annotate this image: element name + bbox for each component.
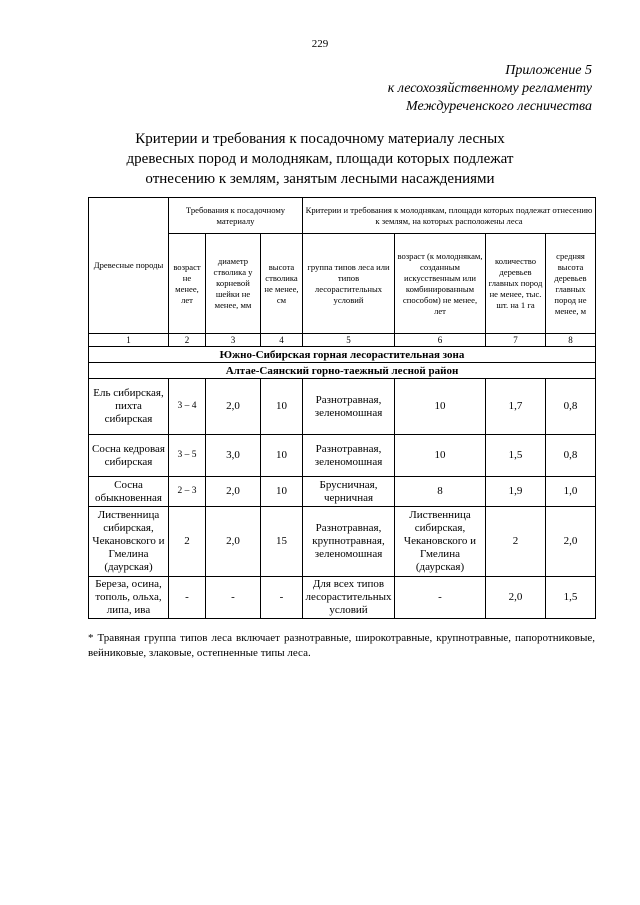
table-row xyxy=(89,379,596,435)
header-species: Древесные породы xyxy=(89,198,169,334)
header-height: высота стволика не менее, см xyxy=(261,234,303,334)
column-number: 6 xyxy=(395,334,486,347)
zone-heading: Южно-Сибирская горная лесорастительная зона xyxy=(89,347,596,363)
age-cell: 3 – 4 xyxy=(169,379,206,435)
height-cell: 15 xyxy=(261,507,303,577)
column-number: 5 xyxy=(303,334,395,347)
diameter-cell: 2,0 xyxy=(206,379,261,435)
table-row xyxy=(89,507,596,577)
age-cell: 2 xyxy=(169,507,206,577)
column-number: 3 xyxy=(206,334,261,347)
count-cell: 1,7 xyxy=(486,379,546,435)
diameter-cell: - xyxy=(206,577,261,619)
avg-height-cell: 2,0 xyxy=(546,507,596,577)
header-diameter: диаметр стволика у корневой шейки не менее, мм xyxy=(206,234,261,334)
avg-height-cell: 1,5 xyxy=(546,577,596,619)
diameter-cell: 2,0 xyxy=(206,507,261,577)
title-line: Критерии и требования к посадочному материалу лесных xyxy=(135,131,505,147)
appendix-line: Междуреченского лесничества xyxy=(406,99,592,114)
species-cell: Береза, осина, тополь, ольха, липа, ива xyxy=(89,577,169,619)
appendix-line: Приложение 5 xyxy=(505,63,592,78)
header-planting-group: Требования к посадочному материалу xyxy=(169,198,303,234)
young-age-cell: 10 xyxy=(395,379,486,435)
forest-type-cell: Разнотравная, зеленомошная xyxy=(303,379,395,435)
column-number: 2 xyxy=(169,334,206,347)
title-line: древесных пород и молоднякам, площади которых подлежат xyxy=(126,151,514,167)
header-avg-height: средняя высота деревьев главных пород не менее, м xyxy=(546,234,596,334)
diameter-cell: 3,0 xyxy=(206,435,261,477)
species-cell: Сосна обыкновенная xyxy=(89,477,169,507)
avg-height-cell: 0,8 xyxy=(546,379,596,435)
header-young-group: Критерии и требования к молоднякам, площади которых подлежат отнесению к землям, на которых расположены леса xyxy=(303,198,596,234)
avg-height-cell: 1,0 xyxy=(546,477,596,507)
young-age-cell: 8 xyxy=(395,477,486,507)
forest-type-cell: Разнотравная, крупнотравная, зеленомошная xyxy=(303,507,395,577)
header-forest-type: группа типов леса или типов лесорастительных условий xyxy=(303,234,395,334)
table-row xyxy=(89,435,596,477)
table-row xyxy=(89,477,596,507)
page-number: 229 xyxy=(311,38,329,50)
species-cell: Лиственница сибирская, Чекановского и Гмелина (даурская) xyxy=(89,507,169,577)
young-age-cell: - xyxy=(395,577,486,619)
forest-type-cell: Для всех типов лесорастительных условий xyxy=(303,577,395,619)
criteria-table xyxy=(88,197,596,619)
diameter-cell: 2,0 xyxy=(206,477,261,507)
header-young-age: возраст (к молоднякам, созданным искусственным или комбинированным способом) не менее, лет xyxy=(395,234,486,334)
age-cell: 3 – 5 xyxy=(169,435,206,477)
document-title xyxy=(60,129,580,189)
header-count: количество деревьев главных пород не менее, тыс. шт. на 1 га xyxy=(486,234,546,334)
header-age: возраст не менее, лет xyxy=(169,234,206,334)
young-age-cell: 10 xyxy=(395,435,486,477)
column-number: 8 xyxy=(546,334,596,347)
column-number: 7 xyxy=(486,334,546,347)
region-heading: Алтае-Саянский горно-таежный лесной район xyxy=(89,363,596,379)
appendix-note xyxy=(388,62,592,116)
height-cell: 10 xyxy=(261,435,303,477)
forest-type-cell: Брусничная, черничная xyxy=(303,477,395,507)
age-cell: - xyxy=(169,577,206,619)
species-cell: Ель сибирская, пихта сибирская xyxy=(89,379,169,435)
forest-type-cell: Разнотравная, зеленомошная xyxy=(303,435,395,477)
count-cell: 1,9 xyxy=(486,477,546,507)
column-number: 1 xyxy=(89,334,169,347)
column-number: 4 xyxy=(261,334,303,347)
table-row xyxy=(89,577,596,619)
appendix-line: к лесохозяйственному регламенту xyxy=(387,81,592,96)
age-cell: 2 – 3 xyxy=(169,477,206,507)
avg-height-cell: 0,8 xyxy=(546,435,596,477)
species-cell: Сосна кедровая сибирская xyxy=(89,435,169,477)
title-line: отнесению к землям, занятым лесными насаждениями xyxy=(145,171,495,187)
height-cell: 10 xyxy=(261,379,303,435)
height-cell: - xyxy=(261,577,303,619)
height-cell: 10 xyxy=(261,477,303,507)
footnote: * Травяная группа типов леса включает разнотравные, широкотравные, крупнотравные, папоротниковые, вейниковые, злаковые, остепненные типы леса. xyxy=(88,632,595,659)
count-cell: 2 xyxy=(486,507,546,577)
count-cell: 2,0 xyxy=(486,577,546,619)
young-age-cell: Лиственница сибирская, Чекановского и Гмелина (даурская) xyxy=(395,507,486,577)
count-cell: 1,5 xyxy=(486,435,546,477)
